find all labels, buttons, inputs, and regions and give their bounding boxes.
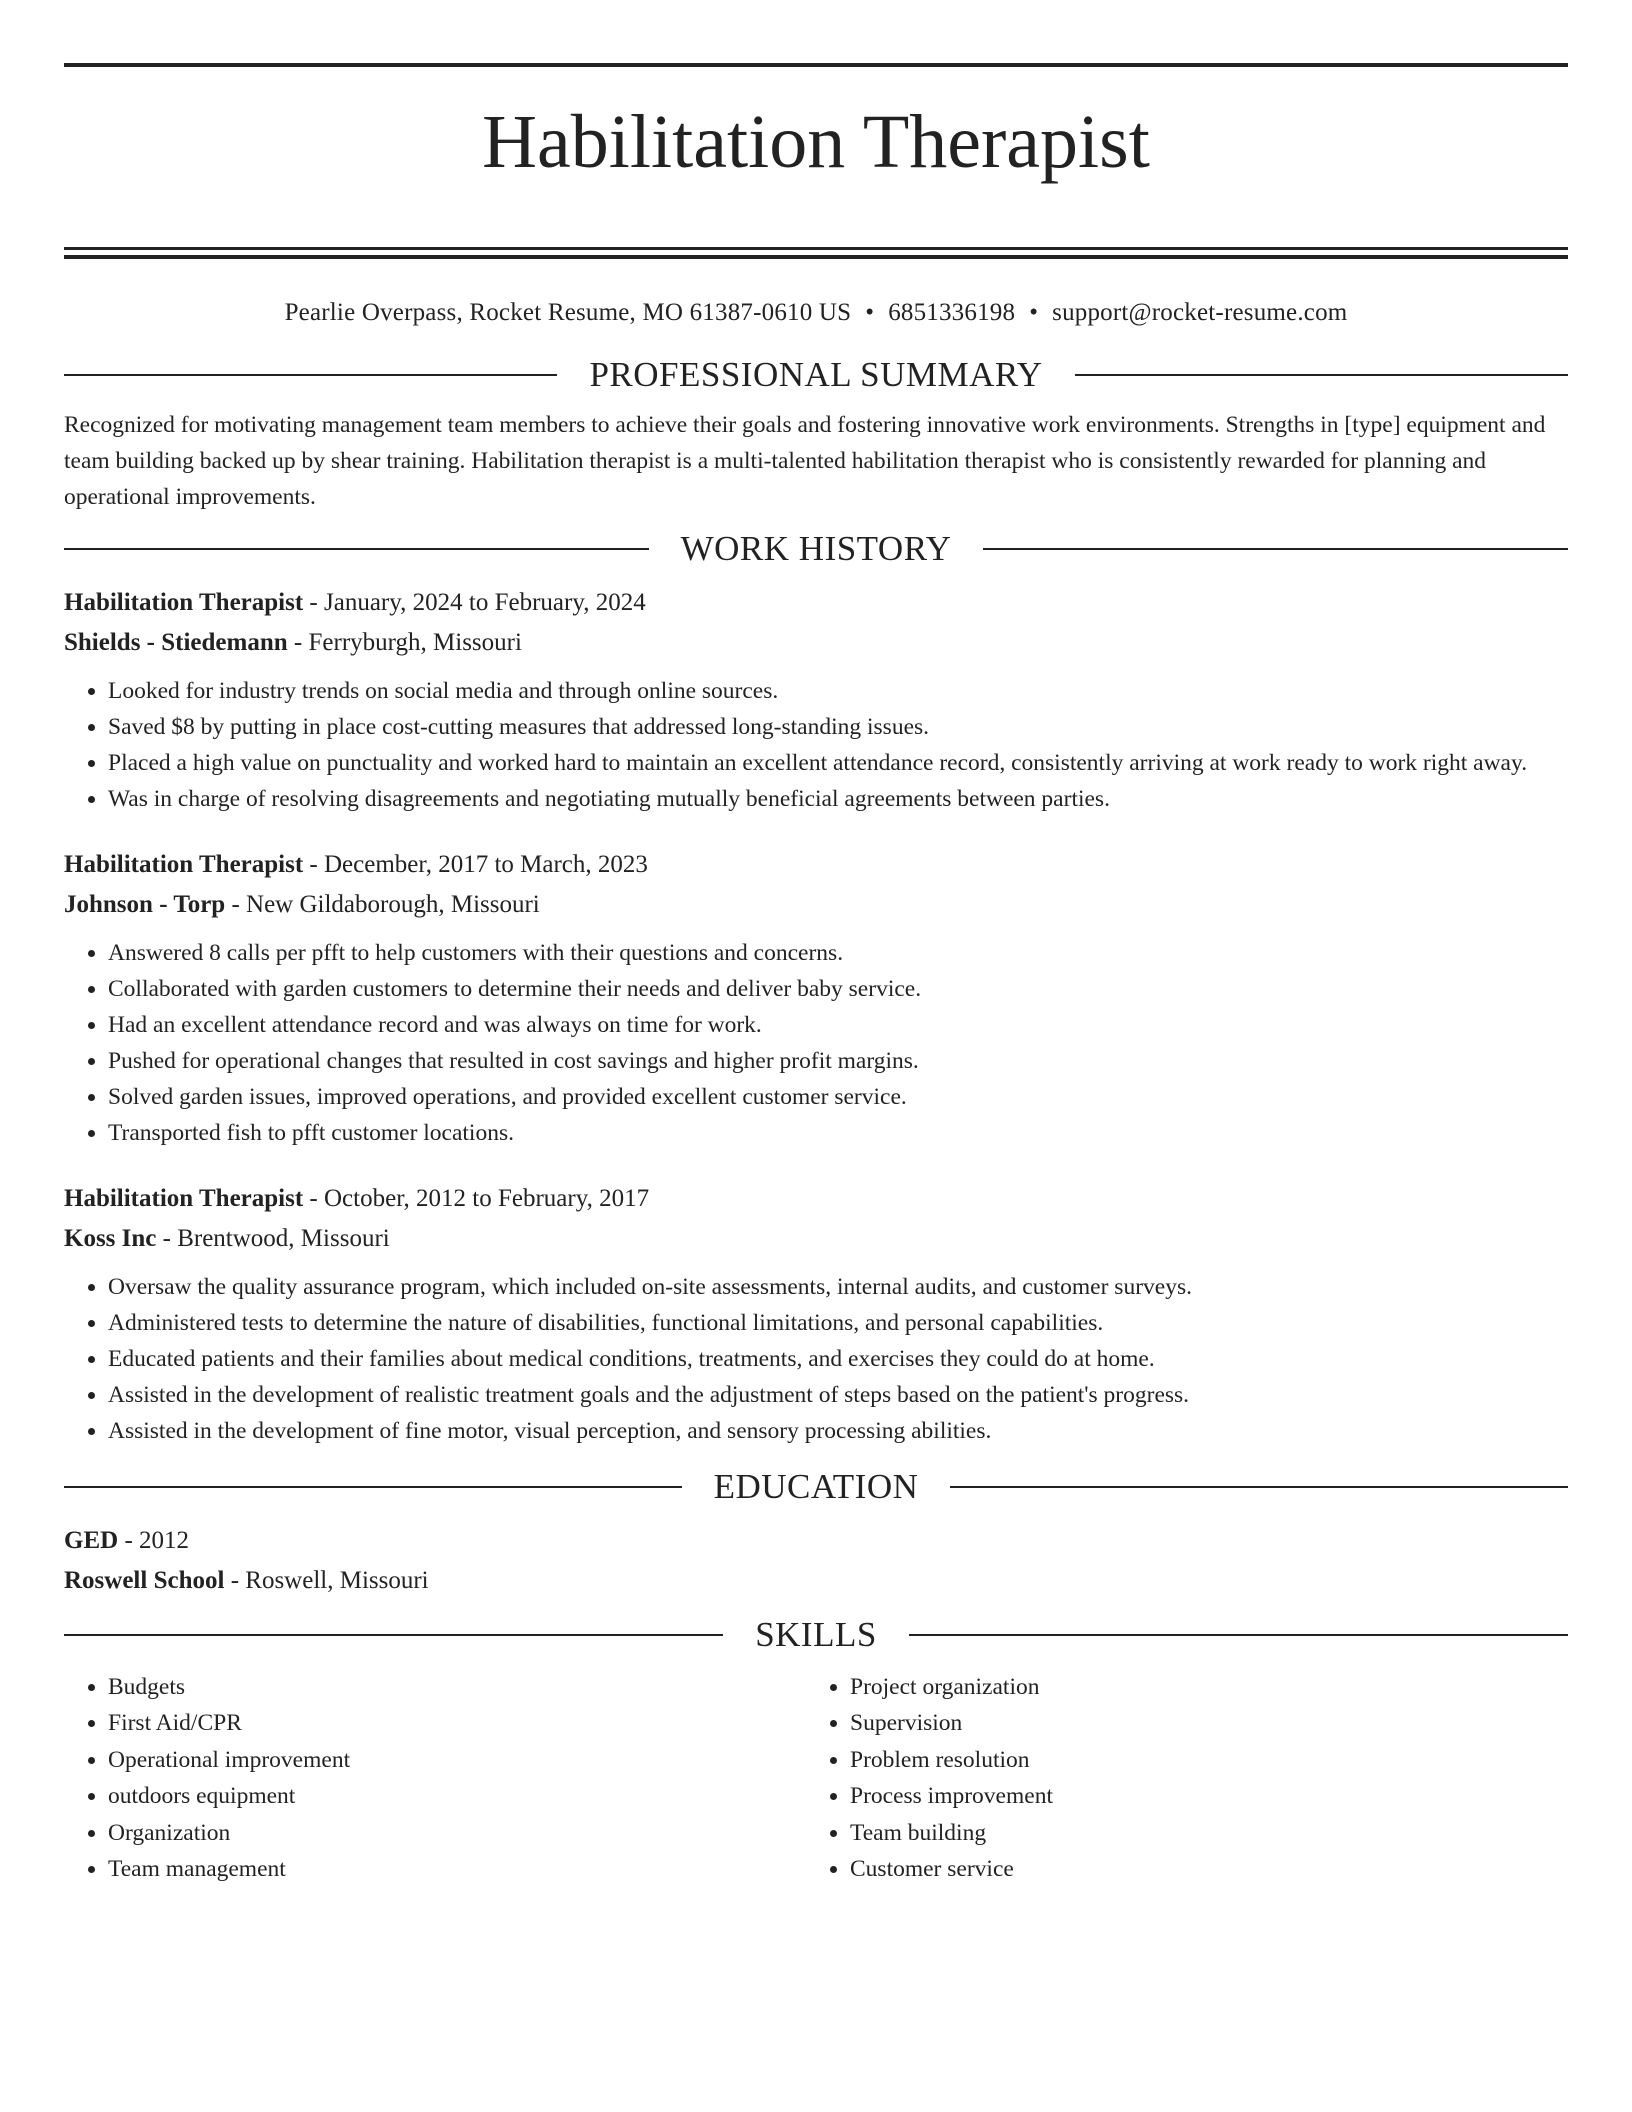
contact-separator: • <box>865 298 875 326</box>
job-bullet: • Had an excellent attendance record and was always on time for work. <box>108 1007 1568 1043</box>
job-bullet: • Looked for industry trends on social media and through online sources. <box>108 673 1568 709</box>
contact-address: Pearlie Overpass, Rocket Resume, MO 61387-0610 US <box>284 298 852 326</box>
job-title-line <box>64 845 1568 885</box>
skill-item: • Organization <box>108 1815 806 1852</box>
job-company: Johnson - Torp <box>64 890 226 918</box>
job-location: - Ferryburgh, Missouri <box>287 628 522 656</box>
job-company: Koss Inc <box>64 1224 157 1252</box>
job-bullet: • Placed a high value on punctuality and worked hard to maintain an excellent attendance record, consistently arriving at work ready to work right away. <box>108 745 1568 781</box>
education-year: - 2012 <box>118 1526 190 1554</box>
skill-item: • Process improvement <box>850 1778 1548 1815</box>
job-bullet: • Transported fish to pfft customer locations. <box>108 1115 1568 1151</box>
job-bullet: • Administered tests to determine the nature of disabilities, functional limitations, and personal capabilities. <box>108 1305 1568 1341</box>
job-title-line <box>64 1179 1568 1219</box>
education-school: Roswell School <box>64 1566 225 1594</box>
job-bullet: • Was in charge of resolving disagreements and negotiating mutually beneficial agreements between parties. <box>108 781 1568 817</box>
work-heading-row <box>64 527 1568 571</box>
job-location: - Brentwood, Missouri <box>156 1224 390 1252</box>
education-degree: GED <box>64 1526 119 1554</box>
skill-item: • outdoors equipment <box>108 1778 806 1815</box>
skills-heading: SKILLS <box>755 1614 877 1654</box>
heading-rule-right <box>983 548 1568 550</box>
job-bullet: • Solved garden issues, improved operations, and provided excellent customer service. <box>108 1079 1568 1115</box>
heading-rule-left <box>64 1486 682 1488</box>
skills-right-column <box>806 1669 1548 1888</box>
skill-item: • Operational improvement <box>108 1742 806 1779</box>
heading-rule-left <box>64 374 557 376</box>
summary-heading: PROFESSIONAL SUMMARY <box>589 354 1043 394</box>
skill-item: • First Aid/CPR <box>108 1705 806 1742</box>
job-title-line <box>64 583 1568 623</box>
heading-rule-right <box>950 1486 1568 1488</box>
contact-phone[interactable]: 6851336198 <box>888 298 1016 326</box>
job-entry <box>64 583 1568 817</box>
top-rule <box>64 63 1568 67</box>
job-bullets <box>64 673 1568 817</box>
title-double-rule <box>64 247 1568 259</box>
job-title: Habilitation Therapist <box>64 1184 304 1212</box>
education-heading-row <box>64 1465 1568 1509</box>
job-entry <box>64 1179 1568 1449</box>
resume-title: Habilitation Therapist <box>482 100 1150 184</box>
job-title: Habilitation Therapist <box>64 588 304 616</box>
skill-item: • Supervision <box>850 1705 1548 1742</box>
job-bullet: • Assisted in the development of realistic treatment goals and the adjustment of steps based on the patient's progress. <box>108 1377 1568 1413</box>
skill-item: • Project organization <box>850 1669 1548 1706</box>
job-bullet: • Educated patients and their families about medical conditions, treatments, and exercises they could do at home. <box>108 1341 1568 1377</box>
skill-item: • Customer service <box>850 1851 1548 1888</box>
education-location: - Roswell, Missouri <box>224 1566 429 1594</box>
job-bullet: • Answered 8 calls per pfft to help customers with their questions and concerns. <box>108 935 1568 971</box>
job-company-line <box>64 1219 1568 1259</box>
skill-item: • Budgets <box>108 1669 806 1706</box>
job-dates: - December, 2017 to March, 2023 <box>303 850 648 878</box>
job-bullet: • Saved $8 by putting in place cost-cutting measures that addressed long-standing issues. <box>108 709 1568 745</box>
job-company-line <box>64 885 1568 925</box>
work-heading: WORK HISTORY <box>680 528 952 568</box>
skill-item: • Team management <box>108 1851 806 1888</box>
job-bullet: • Assisted in the development of fine motor, visual perception, and sensory processing abilities. <box>108 1413 1568 1449</box>
job-bullet: • Collaborated with garden customers to determine their needs and deliver baby service. <box>108 971 1568 1007</box>
heading-rule-left <box>64 548 649 550</box>
job-entry <box>64 845 1568 1151</box>
heading-rule-right <box>1075 374 1568 376</box>
job-location: - New Gildaborough, Missouri <box>225 890 540 918</box>
contact-email[interactable]: support@rocket-resume.com <box>1052 298 1348 326</box>
job-bullet: • Oversaw the quality assurance program, which included on-site assessments, internal audits, and customer surveys. <box>108 1269 1568 1305</box>
skill-item: • Problem resolution <box>850 1742 1548 1779</box>
summary-text: Recognized for motivating management team members to achieve their goals and fostering innovative work environments. Strengths in [type] equipment and team building backed up by shear training. Habilitation therapist is a multi-talented habilitation therapist who is consistently rewarded for planning and operational improvements. <box>64 411 1546 510</box>
education-school-line <box>64 1561 1568 1601</box>
contact-separator: • <box>1029 298 1039 326</box>
skills-columns <box>64 1669 1568 1888</box>
summary-heading-row <box>64 353 1568 397</box>
job-title: Habilitation Therapist <box>64 850 304 878</box>
job-company-line <box>64 623 1568 663</box>
job-bullet: • Pushed for operational changes that resulted in cost savings and higher profit margins. <box>108 1043 1568 1079</box>
heading-rule-left <box>64 1634 723 1636</box>
job-company: Shields - Stiedemann <box>64 628 288 656</box>
job-dates: - October, 2012 to February, 2017 <box>303 1184 650 1212</box>
heading-rule-right <box>909 1634 1568 1636</box>
job-bullets <box>64 1269 1568 1449</box>
skills-left-column <box>64 1669 806 1888</box>
contact-line <box>64 293 1568 333</box>
job-dates: - January, 2024 to February, 2024 <box>303 588 646 616</box>
skill-item: • Team building <box>850 1815 1548 1852</box>
education-degree-line <box>64 1521 1568 1561</box>
skills-heading-row <box>64 1613 1568 1657</box>
education-entry <box>64 1521 1568 1601</box>
job-bullets <box>64 935 1568 1151</box>
education-heading: EDUCATION <box>713 1466 919 1506</box>
